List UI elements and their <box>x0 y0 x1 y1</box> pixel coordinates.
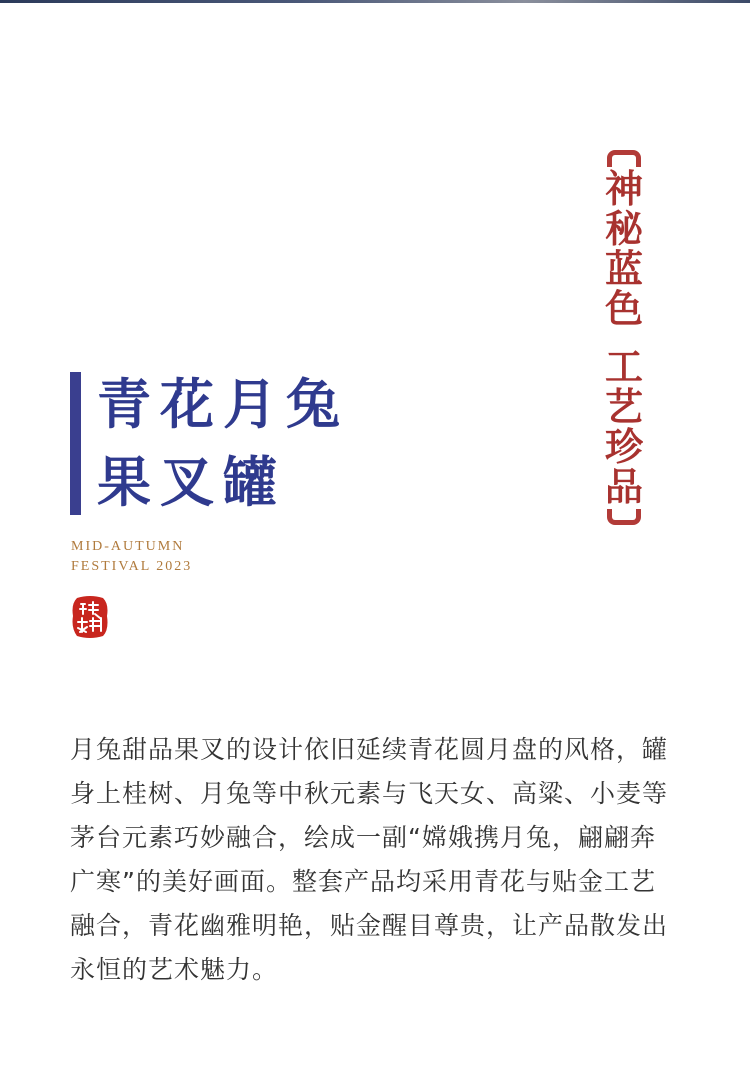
vertical-slogan-text <box>604 166 643 509</box>
slogan-char: 品 <box>604 464 643 509</box>
title-accent-bar <box>70 372 81 515</box>
slogan-char: 神 <box>604 166 643 211</box>
vertical-slogan <box>598 150 650 525</box>
slogan-char: 蓝 <box>604 246 643 291</box>
open-bracket <box>607 150 641 167</box>
description-line: 融合，青花幽雅明艳，贴金醒目尊贵，让产品散发出 <box>70 911 669 940</box>
festival-line-2: FESTIVAL 2023 <box>71 559 193 574</box>
slogan-char: 工 <box>604 344 643 389</box>
slogan-char: 艺 <box>604 384 643 429</box>
slogan-char: 秘 <box>604 206 643 251</box>
description-paragraph <box>70 728 682 992</box>
festival-caption <box>71 537 192 577</box>
description-line: 身上桂树、月兔等中秋元素与飞天女、高粱、小麦等 <box>70 779 669 808</box>
slogan-char: 色 <box>604 286 643 331</box>
description-line: 永恒的艺术魅力。 <box>70 955 279 984</box>
main-title <box>70 372 390 515</box>
title-line-2: 果叉罐 <box>97 450 286 514</box>
description-line: 茅台元素巧妙融合，绘成一副“嫦娥携月兔，翩翩奔 <box>70 823 656 852</box>
slogan-char: 珍 <box>604 424 643 469</box>
description-line: 月兔甜品果叉的设计依旧延续青花圆月盘的风格，罐 <box>70 735 669 764</box>
top-decorative-strip <box>0 0 750 3</box>
festival-line-1: MID-AUTUMN <box>71 539 185 554</box>
description-line: 广寒”的美好画面。整套产品均采用青花与贴金工艺 <box>70 867 656 896</box>
red-seal-stamp-icon <box>71 594 109 640</box>
title-line-1: 青花月兔 <box>97 372 349 436</box>
close-bracket <box>607 509 641 526</box>
